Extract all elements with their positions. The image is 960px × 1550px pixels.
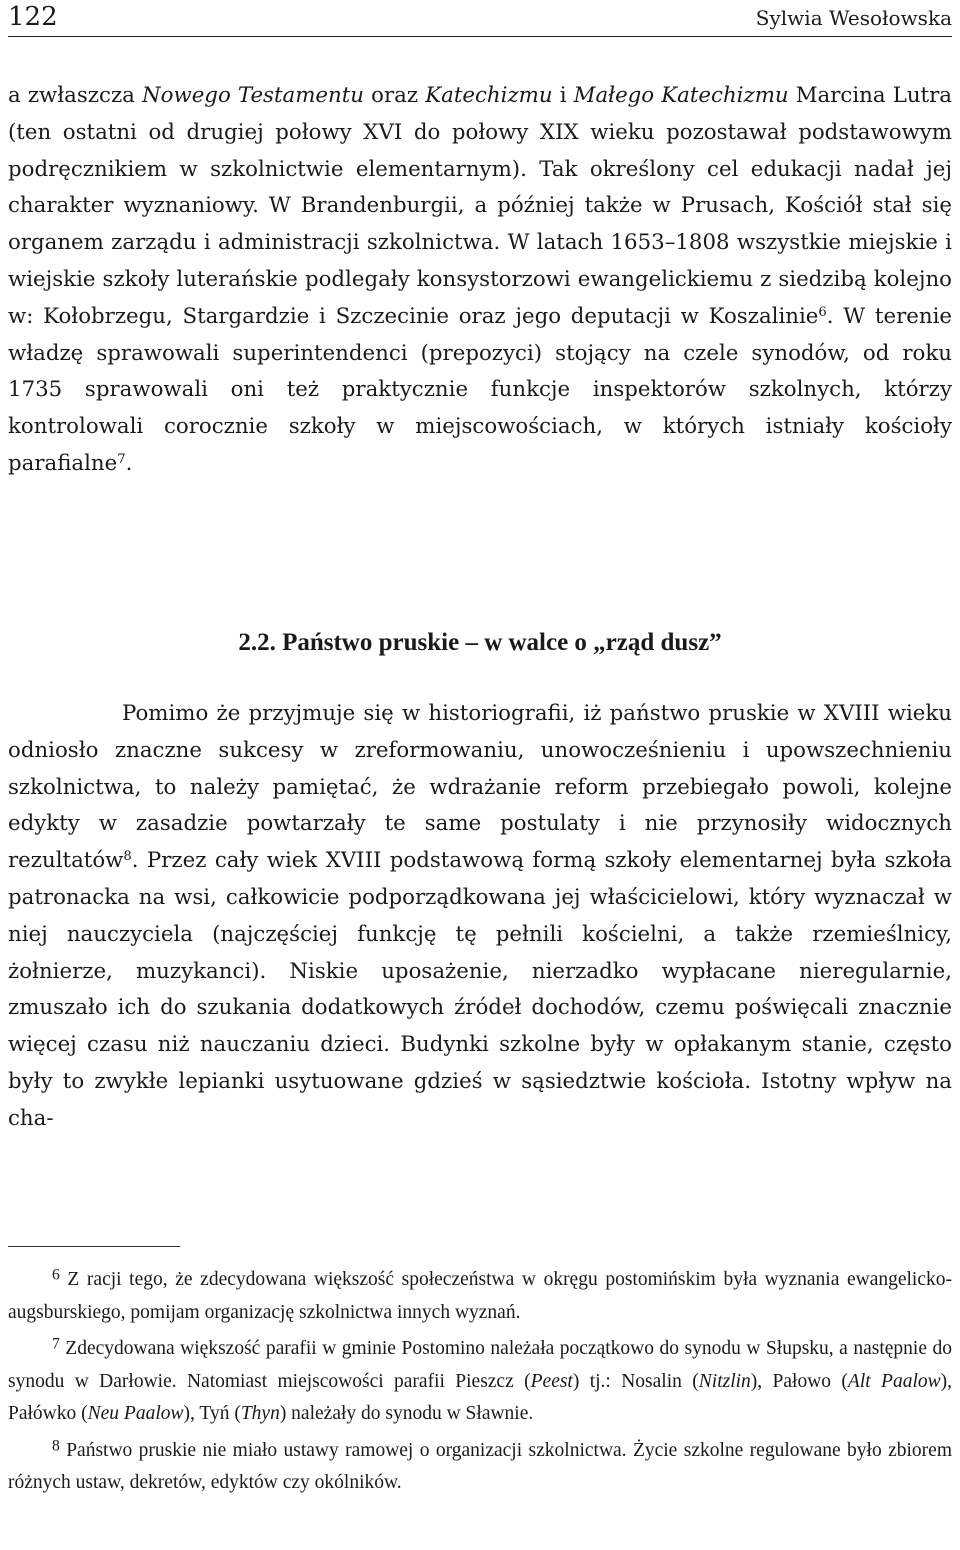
footnote-separator — [8, 1246, 180, 1247]
footnote-6 — [8, 1264, 952, 1329]
section-number: 2.2. — [238, 629, 276, 656]
running-head — [8, 0, 952, 37]
text-run: oraz — [364, 83, 426, 108]
footnote-reference[interactable]: 6 — [818, 304, 827, 320]
italic-title: Katechizmu — [425, 83, 553, 108]
text-run: . — [125, 450, 133, 476]
italic-title: Małego Katechizmu — [573, 83, 789, 108]
german-place-name: Alt Paalow — [847, 1370, 941, 1392]
section-heading — [0, 627, 960, 659]
footnote-text: ) należały do synodu w Sławnie. — [279, 1403, 534, 1424]
footnote-text: ), Pałówko ( — [8, 1370, 953, 1424]
text-run: Pomimo że przyjmuje się w historiografii, iż państwo pruskie w XVIII wieku odniosło znaczne sukcesy w zreformowaniu, unowocześnieniu i upowszechnieniu szkolnictwa, to należy pamiętać, że wdrażanie reform przebiegało powoli, kolejne edykty w zasadzie powtarzały te same postulaty i nie przynosiły widocznych rezultatów — [8, 701, 952, 874]
text-run: a zwłaszcza — [8, 83, 143, 108]
footnote-text: ), Pałowo ( — [750, 1370, 848, 1392]
footnote-number: 6 — [52, 1266, 60, 1284]
text-run: . W terenie władzę sprawowali superintendenci (prepozyci) stojący na czele synodów, od roku 1735 sprawowali oni też praktycznie funkcje inspektorów szkolnych, którzy kontrolowali corocznie szkoły w miejscowościach, w których istniały kościoły parafialne — [8, 303, 952, 476]
text-run: . Przez cały wiek XVIII podstawową formą szkoły elementarnej była szkoła patronacka na wsi, całkowicie podporządkowana jej właścicielowi, który wyznaczał w niej nauczyciela (najczęściej funkcję tę pełnili kościelni, a także rzemieślnicy, żołnierze, muzykanci). Niskie uposażenie, nierzadko wypłacane nieregularnie, zmuszało ich do szukania dodatkowych źródeł dochodów, czemu poświęcali znacznie więcej czasu niż nauczaniu dzieci. Budynki szkolne były w opłakanym stanie, często były to zwykłe lepianki usytuowane gdzieś w sąsiedztwie kościoła. Istotny wpływ na cha- — [8, 848, 952, 1131]
footnotes — [8, 1264, 952, 1504]
footnote-number: 8 — [52, 1437, 60, 1455]
footnote-number: 7 — [52, 1335, 60, 1353]
text-run: Marcina Lutra (ten ostatni od drugiej połowy XVI do połowy XIX wieku pozostawał podstawowym podręcznikiem w szkolnictwie elementarnym). Tak określony cel edukacji nadał jej charakter wyznaniowy. W Brandenburgii, a później także w Prusach, Kościół stał się organem zarządu i administracji szkolnictwa. W latach 1653–1808 wszystkie miejskie i wiejskie szkoły luterańskie podlegały konsystorzowi ewangelickiemu z siedzibą kolejno w: Kołobrzegu, Stargardzie i Szczecinie oraz jego deputacji w Koszalinie — [8, 83, 952, 329]
german-place-name: Peest — [530, 1370, 573, 1392]
footnote-reference[interactable]: 8 — [123, 848, 132, 864]
page-number: 122 — [8, 2, 58, 32]
footnote-text: ), Tyń ( — [183, 1403, 241, 1424]
german-place-name: Neu Paalow — [87, 1403, 184, 1424]
german-place-name: Thyn — [240, 1403, 280, 1424]
footnote-8 — [8, 1435, 952, 1500]
footnote-text: Z racji tego, że zdecydowana większość społeczeństwa w okręgu postomińskim była wyznania ewangelicko-augsburskiego, pomijam organizację szkolnictwa innych wyznań. — [8, 1269, 952, 1323]
author-name: Sylwia Wesołowska — [755, 6, 952, 30]
footnote-text: Zdecydowana większość parafii w gminie Postomino należała początkowo do synodu w Słupsku, a następnie do synodu w Darłowie. Natomiast miejscowości parafii Pieszcz ( — [8, 1338, 952, 1392]
section-title: Państwo pruskie – w walce o „rząd dusz” — [282, 629, 722, 656]
footnote-text: Państwo pruskie nie miało ustawy ramowej o organizacji szkolnictwa. Życie szkolne regulowane było zbiorem różnych ustaw, dekretów, edyktów czy okólników. — [8, 1439, 952, 1493]
body-paragraph-2 — [8, 696, 952, 1138]
italic-title: Nowego Testamentu — [142, 83, 365, 108]
footnote-7 — [8, 1333, 952, 1431]
text-run: i — [552, 83, 574, 108]
footnote-reference[interactable]: 7 — [117, 451, 126, 467]
german-place-name: Nitzlin — [698, 1370, 751, 1392]
footnote-text: ) tj.: Nosalin ( — [572, 1370, 699, 1392]
body-paragraph-1 — [8, 78, 952, 483]
